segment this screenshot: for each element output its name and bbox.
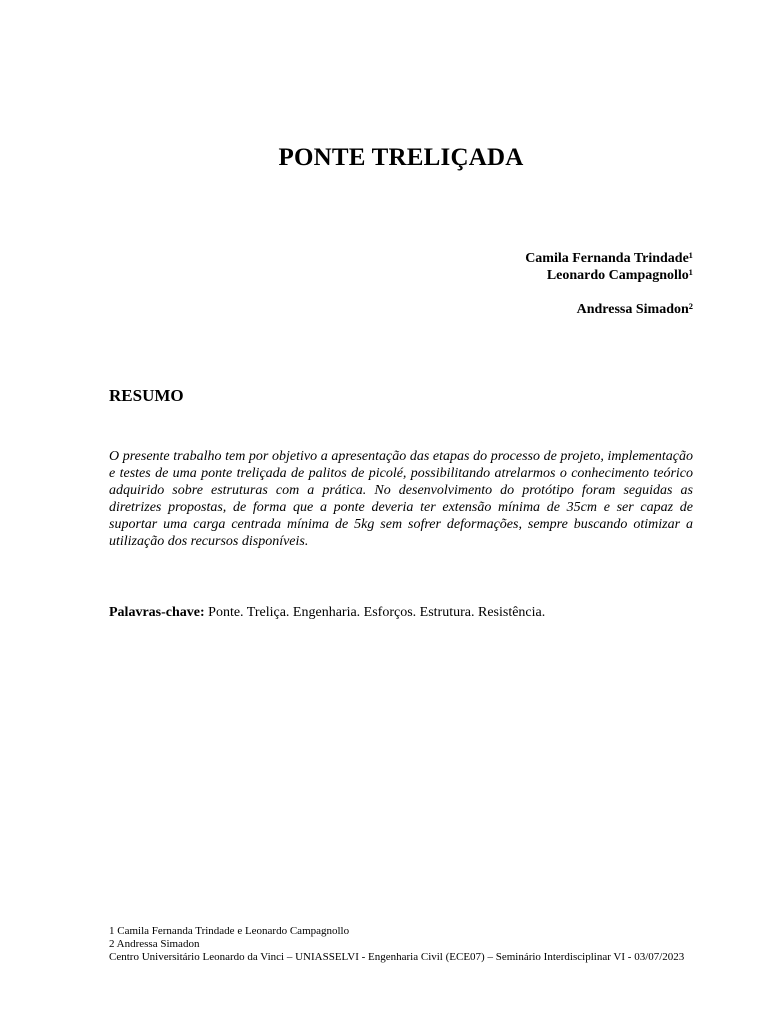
footnote-1: 1 Camila Fernanda Trindade e Leonardo Campagnollo — [109, 925, 350, 937]
author-name: Andressa Simadon² — [576, 302, 693, 317]
footnote-2: 2 Andressa Simadon — [109, 938, 200, 950]
abstract-heading: RESUMO — [109, 386, 184, 405]
author-name: Camila Fernanda Trindade¹ — [525, 251, 693, 266]
abstract-paragraph: O presente trabalho tem por objetivo a apresentação das etapas do processo de projeto, implementação e testes de uma ponte treliçada de palitos de picolé, possibilitando atrelarmos o conhecimento teórico adquirido sobre estruturas com a prática. No desenvolvimento do protótipo foram seguidas as diretrizes propostas, de forma que a ponte deveria ter extensão mínima de 35cm e ser capaz de suportar uma carga centrada mínima de 5kg sem sofrer deformações, sempre buscando otimizar a utilização dos recursos disponíveis. — [109, 449, 693, 549]
affiliation-note: Centro Universitário Leonardo da Vinci – UNIASSELVI - Engenharia Civil (ECE07) – Seminário Interdisciplinar VI - 03/07/2023 — [109, 951, 685, 963]
author-spacer — [525, 284, 693, 301]
keywords-label: Palavras-chave: — [109, 605, 205, 620]
keywords-list: Ponte. Treliça. Engenharia. Esforços. Estrutura. Resistência. — [204, 605, 546, 620]
author-list — [525, 250, 693, 318]
document-title: PONTE TRELIÇADA — [278, 144, 524, 171]
author-name: Leonardo Campagnollo¹ — [546, 268, 693, 283]
keywords-line — [109, 604, 545, 621]
footnotes — [109, 925, 693, 964]
